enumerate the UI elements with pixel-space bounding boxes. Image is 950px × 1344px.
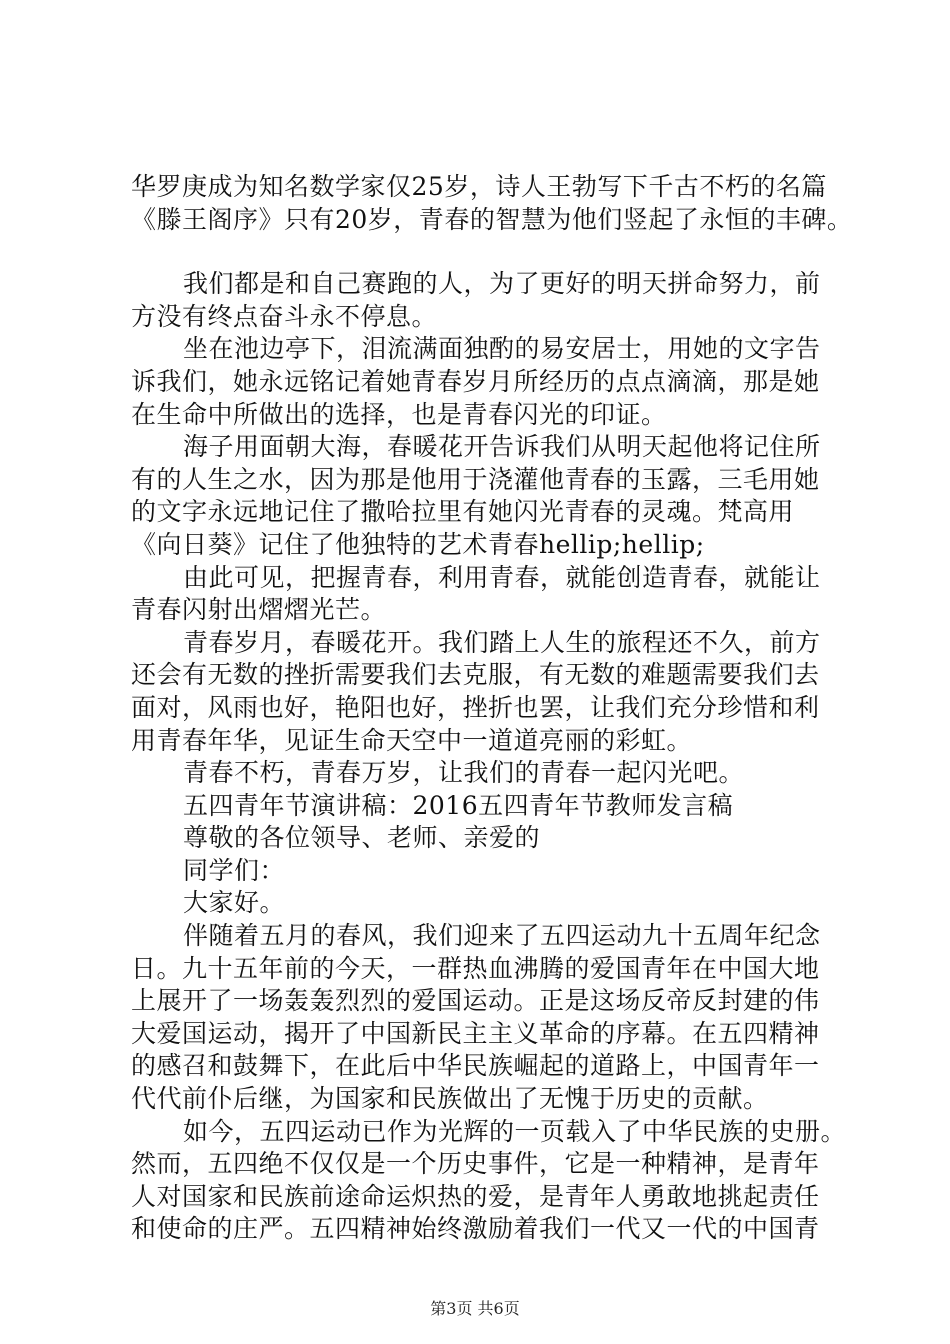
text-line: 青春不朽，青春万岁，让我们的青春一起闪光吧。	[183, 758, 745, 788]
text-line: 《向日葵》记住了他独特的艺术青春hellip;hellip;	[131, 529, 705, 559]
text-line: 同学们：	[183, 855, 286, 885]
text-line: 我们都是和自己赛跑的人，为了更好的明天拼命努力，前	[183, 269, 821, 299]
text-line: 华罗庚成为知名数学家仅25岁，诗人王勃写下千古不朽的名篇	[131, 172, 827, 201]
text-line: 然而，五四绝不仅仅是一个历史事件，它是一种精神，是青年	[131, 1149, 820, 1179]
text-line: 用青春年华，见证生命天空中一道道亮丽的彩虹。	[131, 725, 693, 755]
text-line: 尊敬的各位领导、老师、亲爱的	[183, 823, 541, 853]
text-line: 上展开了一场轰轰烈烈的爱国运动。正是这场反帝反封建的伟	[131, 986, 820, 1016]
text-line: 《滕王阁序》只有20岁，青春的智慧为他们竖起了永恒的丰碑。	[131, 204, 853, 234]
paragraph-gap	[131, 236, 831, 268]
text-line: 有的人生之水，因为那是他用于浇灌他青春的玉露，三毛用她	[131, 464, 820, 494]
text-line: 青春闪射出熠熠光芒。	[131, 595, 387, 625]
text-line: 的感召和鼓舞下，在此后中华民族崛起的道路上，中国青年一	[131, 1051, 820, 1081]
text-line: 诉我们，她永远铭记着她青春岁月所经历的点点滴滴，那是她	[131, 366, 820, 396]
text-line: 海子用面朝大海，春暖花开告诉我们从明天起他将记住所	[183, 432, 821, 462]
text-line: 人对国家和民族前途命运炽热的爱，是青年人勇敢地挑起责任	[131, 1181, 820, 1211]
text-line: 日。九十五年前的今天，一群热血沸腾的爱国青年在中国大地	[131, 953, 820, 983]
text-line: 如今，五四运动已作为光辉的一页载入了中华民族的史册。	[183, 1116, 847, 1146]
text-line: 大家好。	[183, 888, 286, 918]
text-line: 代代前仆后继，为国家和民族做出了无愧于历史的贡献。	[131, 1084, 769, 1114]
text-line: 和使命的庄严。五四精神始终激励着我们一代又一代的中国青	[131, 1214, 820, 1244]
document-body	[131, 171, 853, 1246]
text-line: 面对，风雨也好，艳阳也好，挫折也罢，让我们充分珍惜和利	[131, 692, 820, 722]
text-line: 大爱国运动，揭开了中国新民主主义革命的序幕。在五四精神	[131, 1018, 820, 1048]
text-line: 由此可见，把握青春，利用青春，就能创造青春，就能让	[183, 562, 821, 592]
text-line: 青春岁月，春暖花开。我们踏上人生的旅程还不久，前方	[183, 627, 821, 657]
text-line: 五四青年节演讲稿：2016五四青年节教师发言稿	[183, 790, 734, 820]
text-line: 还会有无数的挫折需要我们去克服，有无数的难题需要我们去	[131, 660, 820, 690]
page-number-footer: 第3页 共6页	[430, 1299, 520, 1318]
text-line: 的文字永远地记住了撒哈拉里有她闪光青春的灵魂。梵高用	[131, 497, 795, 527]
text-line: 伴随着五月的春风，我们迎来了五四运动九十五周年纪念	[183, 921, 821, 951]
text-line: 坐在池边亭下，泪流满面独酌的易安居士，用她的文字告	[183, 334, 821, 364]
text-line: 在生命中所做出的选择，也是青春闪光的印证。	[131, 399, 667, 429]
text-line: 方没有终点奋斗永不停息。	[131, 301, 438, 331]
